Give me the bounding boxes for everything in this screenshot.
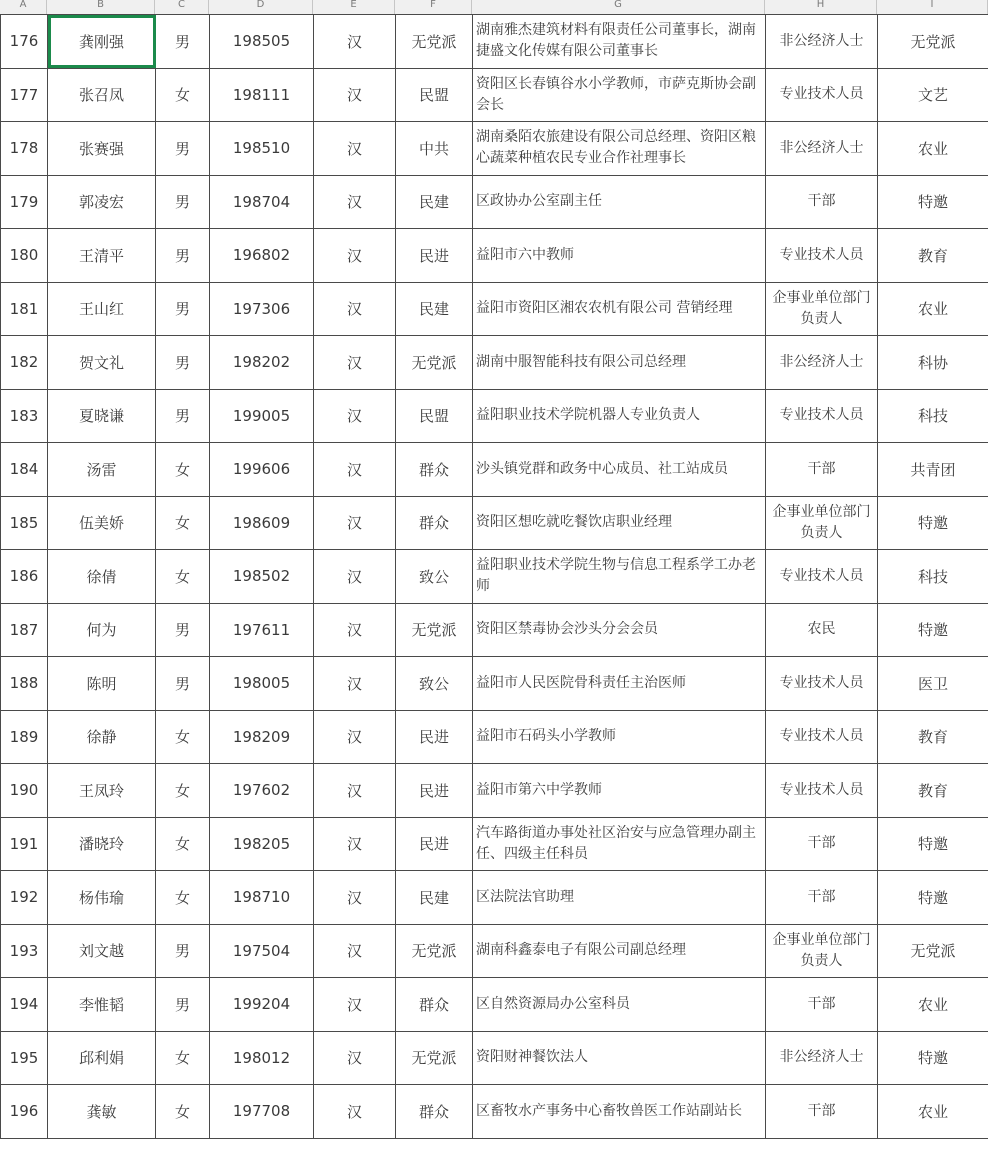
cell-sector[interactable]: 特邀 — [878, 496, 988, 550]
job-text: 益阳市六中教师 — [476, 246, 574, 263]
cell-job[interactable] — [473, 978, 766, 1032]
cell-gender[interactable]: 男 — [156, 978, 210, 1032]
cell-category[interactable]: 企事业单位部门负责人 — [766, 282, 878, 336]
cell-party[interactable]: 民盟 — [396, 389, 473, 443]
cell-ethnicity[interactable]: 汉 — [314, 336, 396, 390]
cell-name[interactable]: 伍美娇 — [48, 496, 156, 550]
table-row — [1, 1031, 988, 1085]
cell-job[interactable] — [473, 550, 766, 604]
cell-name[interactable]: 张召凤 — [48, 68, 156, 122]
cell-name[interactable]: 徐静 — [48, 710, 156, 764]
cell-sector[interactable]: 农业 — [878, 122, 988, 176]
cell-job[interactable] — [473, 229, 766, 283]
cell-job[interactable] — [473, 336, 766, 390]
cell-no[interactable]: 186 — [1, 550, 48, 604]
cell-job[interactable] — [473, 603, 766, 657]
column-header-4[interactable]: D — [209, 0, 313, 14]
cell-no[interactable]: 191 — [1, 817, 48, 871]
cell-gender[interactable]: 女 — [156, 443, 210, 497]
job-text: 益阳市石码头小学教师 — [476, 728, 616, 745]
job-text: 区畜牧水产事务中心畜牧兽医工作站副站长 — [476, 1102, 742, 1119]
column-header-bar — [0, 0, 988, 15]
job-text: 资阳区禁毒协会沙头分会会员 — [476, 621, 658, 638]
job-text: 益阳市第六中学教师 — [476, 781, 602, 798]
cell-sector[interactable]: 特邀 — [878, 603, 988, 657]
cell-gender[interactable]: 女 — [156, 764, 210, 818]
cell-job[interactable] — [473, 122, 766, 176]
cell-birth[interactable]: 198202 — [210, 336, 314, 390]
cell-party[interactable]: 民盟 — [396, 68, 473, 122]
cell-category[interactable]: 农民 — [766, 603, 878, 657]
job-text: 区法院法官助理 — [476, 888, 574, 905]
cell-sector[interactable]: 特邀 — [878, 871, 988, 925]
table-row — [1, 175, 988, 229]
cell-name[interactable]: 邱利娟 — [48, 1031, 156, 1085]
cell-gender[interactable]: 女 — [156, 817, 210, 871]
cell-sector[interactable]: 农业 — [878, 978, 988, 1032]
cell-birth[interactable]: 198510 — [210, 122, 314, 176]
cell-no[interactable]: 177 — [1, 68, 48, 122]
cell-sector[interactable]: 无党派 — [878, 924, 988, 978]
cell-gender[interactable]: 男 — [156, 603, 210, 657]
cell-name[interactable]: 汤雷 — [48, 443, 156, 497]
job-text: 益阳职业技术学院生物与信息工程系学工办老师 — [476, 557, 756, 595]
cell-party[interactable]: 无党派 — [396, 336, 473, 390]
cell-birth[interactable]: 199606 — [210, 443, 314, 497]
cell-gender[interactable]: 男 — [156, 15, 210, 69]
cell-gender[interactable]: 女 — [156, 710, 210, 764]
cell-birth[interactable]: 198209 — [210, 710, 314, 764]
cell-gender[interactable]: 女 — [156, 1031, 210, 1085]
cell-sector[interactable]: 无党派 — [878, 15, 988, 69]
cell-ethnicity[interactable]: 汉 — [314, 657, 396, 711]
table-row — [1, 817, 988, 871]
job-text: 资阳区长春镇谷水小学教师，市萨克斯协会副会长 — [476, 75, 756, 113]
cell-party[interactable]: 中共 — [396, 122, 473, 176]
cell-birth[interactable]: 199005 — [210, 389, 314, 443]
cell-no[interactable]: 185 — [1, 496, 48, 550]
table-row — [1, 710, 988, 764]
column-header-6[interactable]: F — [395, 0, 472, 14]
job-text: 区政协办公室副主任 — [476, 193, 602, 210]
cell-job[interactable] — [473, 657, 766, 711]
cell-party[interactable]: 无党派 — [396, 1031, 473, 1085]
cell-category[interactable]: 干部 — [766, 871, 878, 925]
cell-category[interactable]: 干部 — [766, 175, 878, 229]
cell-ethnicity[interactable]: 汉 — [314, 1085, 396, 1139]
cell-party[interactable]: 无党派 — [396, 15, 473, 69]
column-header-7[interactable]: G — [472, 0, 765, 14]
cell-party[interactable]: 无党派 — [396, 924, 473, 978]
cell-sector[interactable]: 共青团 — [878, 443, 988, 497]
cell-sector[interactable]: 文艺 — [878, 68, 988, 122]
cell-name[interactable]: 王凤玲 — [48, 764, 156, 818]
table-row — [1, 229, 988, 283]
table-row — [1, 282, 988, 336]
table-row — [1, 336, 988, 390]
job-text: 益阳市资阳区湘农农机有限公司 营销经理 — [476, 300, 733, 317]
cell-no[interactable]: 184 — [1, 443, 48, 497]
column-header-5[interactable]: E — [313, 0, 395, 14]
table-row — [1, 496, 988, 550]
cell-name[interactable]: 夏晓谦 — [48, 389, 156, 443]
cell-sector[interactable]: 医卫 — [878, 657, 988, 711]
job-text: 益阳职业技术学院机器人专业负责人 — [476, 407, 700, 424]
cell-no[interactable]: 190 — [1, 764, 48, 818]
cell-no[interactable]: 192 — [1, 871, 48, 925]
cell-ethnicity[interactable]: 汉 — [314, 496, 396, 550]
cell-name[interactable]: 张赛强 — [48, 122, 156, 176]
cell-no[interactable]: 188 — [1, 657, 48, 711]
cell-gender[interactable]: 男 — [156, 657, 210, 711]
cell-category[interactable]: 干部 — [766, 978, 878, 1032]
cell-party[interactable]: 无党派 — [396, 603, 473, 657]
cell-party[interactable]: 致公 — [396, 550, 473, 604]
job-text: 益阳市人民医院骨科责任主治医师 — [476, 674, 686, 691]
cell-party[interactable]: 民进 — [396, 764, 473, 818]
cell-party[interactable]: 群众 — [396, 1085, 473, 1139]
cell-name[interactable]: 杨伟瑜 — [48, 871, 156, 925]
cell-no[interactable]: 195 — [1, 1031, 48, 1085]
cell-party[interactable]: 群众 — [396, 978, 473, 1032]
cell-ethnicity[interactable]: 汉 — [314, 924, 396, 978]
cell-ethnicity[interactable]: 汉 — [314, 443, 396, 497]
table-row — [1, 443, 988, 497]
cell-name[interactable]: 贺文礼 — [48, 336, 156, 390]
cell-no[interactable]: 196 — [1, 1085, 48, 1139]
cell-birth[interactable]: 198609 — [210, 496, 314, 550]
cell-gender[interactable]: 男 — [156, 389, 210, 443]
cell-ethnicity[interactable]: 汉 — [314, 550, 396, 604]
cell-category[interactable]: 专业技术人员 — [766, 710, 878, 764]
cell-name[interactable]: 徐倩 — [48, 550, 156, 604]
cell-ethnicity[interactable]: 汉 — [314, 978, 396, 1032]
cell-birth[interactable]: 198505 — [210, 15, 314, 69]
cell-birth[interactable]: 198111 — [210, 68, 314, 122]
job-text: 资阳区想吃就吃餐饮店职业经理 — [476, 514, 672, 531]
cell-gender[interactable]: 男 — [156, 175, 210, 229]
table-row — [1, 15, 988, 69]
cell-sector[interactable]: 科协 — [878, 336, 988, 390]
column-header-1[interactable]: A — [0, 0, 47, 14]
cell-party[interactable]: 民进 — [396, 817, 473, 871]
cell-name[interactable]: 王山红 — [48, 282, 156, 336]
cell-birth[interactable]: 198710 — [210, 871, 314, 925]
cell-name[interactable]: 李惟韬 — [48, 978, 156, 1032]
job-text: 汽车路街道办事处社区治安与应急管理办副主任、四级主任科员 — [476, 824, 756, 862]
cell-no[interactable]: 194 — [1, 978, 48, 1032]
job-text: 湖南雅杰建筑材料有限责任公司董事长，湖南捷盛文化传媒有限公司董事长 — [476, 22, 756, 60]
cell-gender[interactable]: 男 — [156, 282, 210, 336]
table-row — [1, 550, 988, 604]
cell-ethnicity[interactable]: 汉 — [314, 871, 396, 925]
cell-job[interactable] — [473, 175, 766, 229]
cell-party[interactable]: 群众 — [396, 443, 473, 497]
cell-sector[interactable]: 科技 — [878, 550, 988, 604]
cell-ethnicity[interactable]: 汉 — [314, 175, 396, 229]
cell-ethnicity[interactable]: 汉 — [314, 603, 396, 657]
cell-no[interactable]: 181 — [1, 282, 48, 336]
cell-name[interactable]: 郭凌宏 — [48, 175, 156, 229]
cell-no[interactable]: 176 — [1, 15, 48, 69]
cell-name[interactable]: 龚敏 — [48, 1085, 156, 1139]
cell-no[interactable]: 193 — [1, 924, 48, 978]
cell-category[interactable]: 干部 — [766, 443, 878, 497]
cell-job[interactable] — [473, 871, 766, 925]
table-row — [1, 603, 988, 657]
cell-category[interactable]: 非公经济人士 — [766, 15, 878, 69]
cell-birth[interactable]: 198012 — [210, 1031, 314, 1085]
cell-birth[interactable]: 197602 — [210, 764, 314, 818]
cell-sector[interactable]: 特邀 — [878, 1031, 988, 1085]
cell-party[interactable]: 民建 — [396, 282, 473, 336]
cell-category[interactable]: 干部 — [766, 1085, 878, 1139]
cell-job[interactable] — [473, 924, 766, 978]
cell-no[interactable]: 178 — [1, 122, 48, 176]
cell-party[interactable]: 民进 — [396, 229, 473, 283]
cell-ethnicity[interactable]: 汉 — [314, 282, 396, 336]
cell-ethnicity[interactable]: 汉 — [314, 710, 396, 764]
cell-category[interactable]: 专业技术人员 — [766, 68, 878, 122]
cell-party[interactable]: 民建 — [396, 175, 473, 229]
column-header-2[interactable]: B — [47, 0, 155, 14]
cell-name[interactable]: 陈明 — [48, 657, 156, 711]
cell-category[interactable]: 非公经济人士 — [766, 122, 878, 176]
cell-category[interactable]: 企事业单位部门负责人 — [766, 496, 878, 550]
cell-sector[interactable]: 特邀 — [878, 817, 988, 871]
cell-ethnicity[interactable]: 汉 — [314, 1031, 396, 1085]
cell-category[interactable]: 非公经济人士 — [766, 1031, 878, 1085]
job-text: 沙头镇党群和政务中心成员、社工站成员 — [476, 460, 728, 477]
cell-birth[interactable]: 197306 — [210, 282, 314, 336]
cell-job[interactable] — [473, 496, 766, 550]
cell-category[interactable]: 干部 — [766, 817, 878, 871]
cell-sector[interactable]: 农业 — [878, 1085, 988, 1139]
cell-job[interactable] — [473, 710, 766, 764]
cell-job[interactable] — [473, 1085, 766, 1139]
job-text: 湖南桑陌农旅建设有限公司总经理、资阳区粮心蔬菜种植农民专业合作社理事长 — [476, 129, 756, 167]
cell-ethnicity[interactable]: 汉 — [314, 389, 396, 443]
cell-no[interactable]: 189 — [1, 710, 48, 764]
cell-sector[interactable]: 教育 — [878, 764, 988, 818]
cell-birth[interactable]: 197504 — [210, 924, 314, 978]
table-row — [1, 68, 988, 122]
cell-no[interactable]: 183 — [1, 389, 48, 443]
cell-birth[interactable]: 197611 — [210, 603, 314, 657]
cell-party[interactable]: 致公 — [396, 657, 473, 711]
cell-sector[interactable]: 教育 — [878, 710, 988, 764]
column-header-3[interactable]: C — [155, 0, 209, 14]
cell-category[interactable]: 专业技术人员 — [766, 229, 878, 283]
cell-birth[interactable]: 199204 — [210, 978, 314, 1032]
cell-category[interactable]: 非公经济人士 — [766, 336, 878, 390]
table-row — [1, 389, 988, 443]
job-text: 湖南科鑫泰电子有限公司副总经理 — [476, 942, 686, 959]
cell-job[interactable] — [473, 1031, 766, 1085]
cell-gender[interactable]: 男 — [156, 229, 210, 283]
cell-category[interactable]: 专业技术人员 — [766, 389, 878, 443]
column-header-9[interactable]: I — [877, 0, 988, 14]
cell-job[interactable] — [473, 443, 766, 497]
cell-name[interactable]: 何为 — [48, 603, 156, 657]
cell-gender[interactable]: 男 — [156, 924, 210, 978]
cell-birth[interactable]: 198502 — [210, 550, 314, 604]
cell-job[interactable] — [473, 15, 766, 69]
job-text: 资阳财神餐饮法人 — [476, 1049, 588, 1066]
cell-name[interactable]: 潘晓玲 — [48, 817, 156, 871]
cell-job[interactable] — [473, 389, 766, 443]
cell-job[interactable] — [473, 817, 766, 871]
cell-ethnicity[interactable]: 汉 — [314, 764, 396, 818]
table-row — [1, 657, 988, 711]
cell-birth[interactable]: 198205 — [210, 817, 314, 871]
cell-category[interactable]: 专业技术人员 — [766, 550, 878, 604]
cell-job[interactable] — [473, 764, 766, 818]
cell-party[interactable]: 群众 — [396, 496, 473, 550]
cell-sector[interactable]: 特邀 — [878, 175, 988, 229]
cell-birth[interactable]: 197708 — [210, 1085, 314, 1139]
cell-gender[interactable]: 女 — [156, 550, 210, 604]
cell-ethnicity[interactable]: 汉 — [314, 68, 396, 122]
cell-no[interactable]: 187 — [1, 603, 48, 657]
cell-birth[interactable]: 196802 — [210, 229, 314, 283]
cell-no[interactable]: 182 — [1, 336, 48, 390]
cell-ethnicity[interactable]: 汉 — [314, 817, 396, 871]
cell-birth[interactable]: 198005 — [210, 657, 314, 711]
cell-category[interactable]: 专业技术人员 — [766, 764, 878, 818]
cell-sector[interactable]: 教育 — [878, 229, 988, 283]
cell-no[interactable]: 180 — [1, 229, 48, 283]
cell-sector[interactable]: 科技 — [878, 389, 988, 443]
table-row — [1, 871, 988, 925]
cell-party[interactable]: 民建 — [396, 871, 473, 925]
job-text: 湖南中服智能科技有限公司总经理 — [476, 353, 686, 370]
cell-name[interactable]: 龚刚强 — [48, 15, 156, 69]
cell-gender[interactable]: 女 — [156, 496, 210, 550]
cell-ethnicity[interactable]: 汉 — [314, 15, 396, 69]
cell-ethnicity[interactable]: 汉 — [314, 229, 396, 283]
table-row — [1, 1085, 988, 1139]
cell-gender[interactable]: 女 — [156, 1085, 210, 1139]
roster-table — [0, 14, 988, 1139]
cell-gender[interactable]: 男 — [156, 336, 210, 390]
cell-birth[interactable]: 198704 — [210, 175, 314, 229]
column-header-8[interactable]: H — [765, 0, 877, 14]
cell-gender[interactable]: 男 — [156, 122, 210, 176]
cell-no[interactable]: 179 — [1, 175, 48, 229]
cell-category[interactable]: 企事业单位部门负责人 — [766, 924, 878, 978]
cell-gender[interactable]: 女 — [156, 871, 210, 925]
table-row — [1, 978, 988, 1032]
table-row — [1, 764, 988, 818]
cell-party[interactable]: 民进 — [396, 710, 473, 764]
cell-gender[interactable]: 女 — [156, 68, 210, 122]
job-text: 区自然资源局办公室科员 — [476, 995, 630, 1012]
cell-sector[interactable]: 农业 — [878, 282, 988, 336]
cell-job[interactable] — [473, 282, 766, 336]
cell-name[interactable]: 刘文越 — [48, 924, 156, 978]
cell-category[interactable]: 专业技术人员 — [766, 657, 878, 711]
cell-job[interactable] — [473, 68, 766, 122]
cell-ethnicity[interactable]: 汉 — [314, 122, 396, 176]
table-row — [1, 924, 988, 978]
cell-name[interactable]: 王清平 — [48, 229, 156, 283]
table-row — [1, 122, 988, 176]
